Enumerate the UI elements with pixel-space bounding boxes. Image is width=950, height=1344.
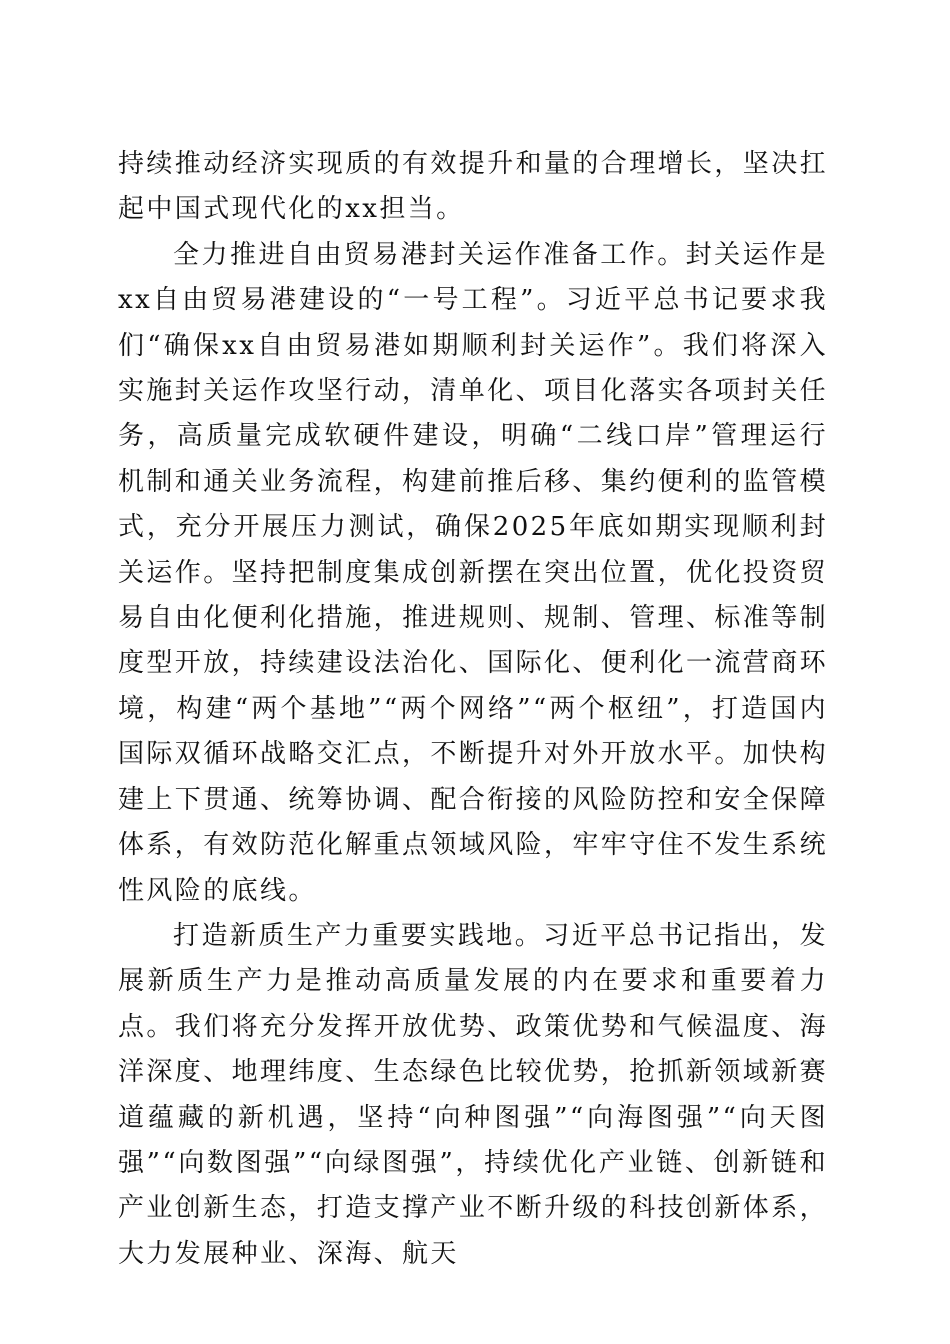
- document-body: [118, 142, 828, 1277]
- paragraph-free-trade-port-customs: 全力推进自由贸易港封关运作准备工作。封关运作是xx自由贸易港建设的“一号工程”。习近平总书记要求我们“确保xx自由贸易港如期顺利封关运作”。我们将深入实施封关运作攻坚行动，清单化、项目化落实各项封关任务，高质量完成软硬件建设，明确“二线口岸”管理运行机制和通关业务流程，构建前推后移、集约便利的监管模式，充分开展压力测试，确保2025年底如期实现顺利封关运作。坚持把制度集成创新摆在突出位置，优化投资贸易自由化便利化措施，推进规则、规制、管理、标准等制度型开放，持续建设法治化、国际化、便利化一流营商环境，构建“两个基地”“两个网络”“两个枢纽”，打造国内国际双循环战略交汇点，不断提升对外开放水平。加快构建上下贯通、统筹协调、配合衔接的风险防控和安全保障体系，有效防范化解重点领域风险，牢牢守住不发生系统性风险的底线。: [118, 239, 829, 906]
- paragraph-new-quality-productivity: 打造新质生产力重要实践地。习近平总书记指出，发展新质生产力是推动高质量发展的内在要求和重要着力点。我们将充分发挥开放优势、政策优势和气候温度、海洋深度、地理纬度、生态绿色比较优势，抢抓新领域新赛道蕴藏的新机遇，坚持“向种图强”“向海图强”“向天图强”“向数图强”“向绿图强”，持续优化产业链、创新链和产业创新生态，打造支撑产业不断升级的科技创新体系，大力发展种业、深海、航天: [118, 920, 829, 1269]
- paragraph-continuation: 持续推动经济实现质的有效提升和量的合理增长，坚决扛起中国式现代化的xx担当。: [118, 149, 829, 225]
